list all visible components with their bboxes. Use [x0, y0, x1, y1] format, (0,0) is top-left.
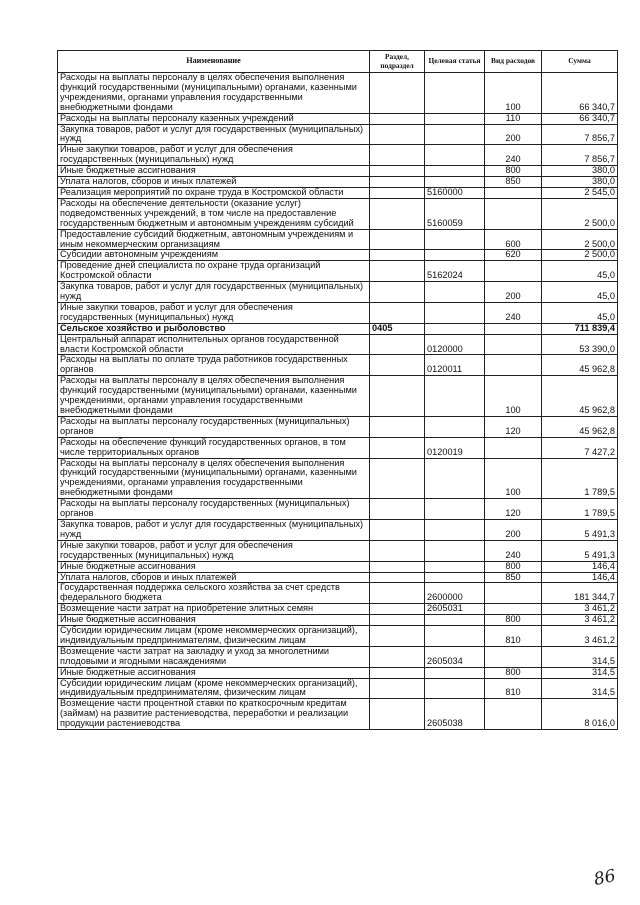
- cell-section: [370, 437, 425, 458]
- cell-target: 2605031: [425, 604, 485, 615]
- cell-section: [370, 583, 425, 604]
- cell-section: [370, 261, 425, 282]
- cell-section: [370, 355, 425, 376]
- cell-type: 850: [485, 572, 542, 583]
- table-row: [58, 540, 618, 561]
- cell-target: [425, 678, 485, 699]
- cell-target: 0120011: [425, 355, 485, 376]
- cell-target: [425, 323, 485, 334]
- cell-sum: 2 500,0: [542, 229, 618, 250]
- table-row: [58, 458, 618, 499]
- cell-name: Субсидии автономным учреждениям: [58, 250, 370, 261]
- cell-target: 5162024: [425, 261, 485, 282]
- cell-name: Иные бюджетные ассигнования: [58, 667, 370, 678]
- cell-sum: 45,0: [542, 282, 618, 303]
- cell-target: [425, 416, 485, 437]
- cell-sum: 146,4: [542, 561, 618, 572]
- table-row: [58, 198, 618, 229]
- cell-section: [370, 615, 425, 626]
- cell-target: 0120019: [425, 437, 485, 458]
- cell-section: [370, 667, 425, 678]
- table-row: [58, 73, 618, 114]
- cell-section: [370, 646, 425, 667]
- cell-section: [370, 166, 425, 177]
- cell-name: Расходы на выплаты по оплате труда работников государственных органов: [58, 355, 370, 376]
- cell-section: 0405: [370, 323, 425, 334]
- cell-name: Возмещение части затрат на закладку и уход за многолетними плодовыми и ягодными насаждениями: [58, 646, 370, 667]
- cell-type: 600: [485, 229, 542, 250]
- cell-sum: 53 390,0: [542, 334, 618, 355]
- cell-target: [425, 540, 485, 561]
- cell-section: [370, 177, 425, 188]
- cell-section: [370, 187, 425, 198]
- cell-type: 200: [485, 519, 542, 540]
- cell-type: 240: [485, 302, 542, 323]
- table-row: [58, 261, 618, 282]
- table-row: [58, 416, 618, 437]
- cell-type: [485, 198, 542, 229]
- cell-target: [425, 561, 485, 572]
- cell-sum: 45,0: [542, 302, 618, 323]
- cell-sum: 66 340,7: [542, 113, 618, 124]
- cell-sum: 1 789,5: [542, 499, 618, 520]
- cell-sum: 45 962,8: [542, 416, 618, 437]
- table-row: [58, 323, 618, 334]
- table-row: [58, 678, 618, 699]
- cell-type: 810: [485, 678, 542, 699]
- cell-type: 100: [485, 376, 542, 417]
- table-row: [58, 177, 618, 188]
- cell-name: Иные бюджетные ассигнования: [58, 615, 370, 626]
- cell-target: [425, 302, 485, 323]
- cell-section: [370, 678, 425, 699]
- cell-target: [425, 177, 485, 188]
- table-row: [58, 583, 618, 604]
- cell-name: Субсидии юридическим лицам (кроме некоммерческих организаций), индивидуальным предпринимателям, физическим лицам: [58, 626, 370, 647]
- table-row: [58, 145, 618, 166]
- cell-sum: 2 500,0: [542, 198, 618, 229]
- cell-sum: 314,5: [542, 678, 618, 699]
- cell-name: Иные закупки товаров, работ и услуг для обеспечения государственных (муниципальных) нужд: [58, 145, 370, 166]
- table-row: [58, 615, 618, 626]
- cell-type: 620: [485, 250, 542, 261]
- cell-section: [370, 499, 425, 520]
- cell-type: 240: [485, 145, 542, 166]
- table-row: [58, 699, 618, 730]
- cell-type: 120: [485, 416, 542, 437]
- header-sum: Сумма: [542, 51, 618, 73]
- cell-sum: 3 461,2: [542, 604, 618, 615]
- cell-sum: 380,0: [542, 177, 618, 188]
- cell-sum: 3 461,2: [542, 615, 618, 626]
- cell-type: 200: [485, 282, 542, 303]
- table-row: [58, 561, 618, 572]
- cell-type: 800: [485, 561, 542, 572]
- cell-sum: 8 016,0: [542, 699, 618, 730]
- cell-name: Расходы на выплаты персоналу в целях обеспечения выполнения функций государственными (муниципальными) органами, казенными учреждениями, органами управления государственными внебюджетными фондами: [58, 376, 370, 417]
- cell-target: [425, 572, 485, 583]
- header-type: Вид расходов: [485, 51, 542, 73]
- cell-sum: 45,0: [542, 261, 618, 282]
- cell-sum: 7 856,7: [542, 124, 618, 145]
- cell-target: [425, 499, 485, 520]
- cell-sum: 45 962,8: [542, 376, 618, 417]
- cell-section: [370, 604, 425, 615]
- cell-section: [370, 376, 425, 417]
- cell-type: [485, 261, 542, 282]
- cell-sum: 2 500,0: [542, 250, 618, 261]
- cell-target: [425, 145, 485, 166]
- cell-sum: 146,4: [542, 572, 618, 583]
- cell-name: Возмещение части процентной ставки по краткосрочным кредитам (займам) на развитие растениеводства, переработки и реализации продукции растениеводства: [58, 699, 370, 730]
- cell-name: Центральный аппарат исполнительных органов государственной власти Костромской области: [58, 334, 370, 355]
- table-row: [58, 437, 618, 458]
- cell-target: [425, 519, 485, 540]
- cell-type: [485, 334, 542, 355]
- header-section: Раздел, подраздел: [370, 51, 425, 73]
- cell-name: Субсидии юридическим лицам (кроме некоммерческих организаций), индивидуальным предпринимателям, физическим лицам: [58, 678, 370, 699]
- table-row: [58, 124, 618, 145]
- cell-sum: 711 839,4: [542, 323, 618, 334]
- table-row: [58, 499, 618, 520]
- cell-sum: 314,5: [542, 646, 618, 667]
- cell-section: [370, 250, 425, 261]
- cell-name: Проведение дней специалиста по охране труда организаций Костромской области: [58, 261, 370, 282]
- cell-section: [370, 699, 425, 730]
- cell-name: Реализация мероприятий по охране труда в Костромской области: [58, 187, 370, 198]
- cell-name: Расходы на выплаты персоналу казенных учреждений: [58, 113, 370, 124]
- table-row: [58, 302, 618, 323]
- cell-type: 240: [485, 540, 542, 561]
- header-target: Целевая статья: [425, 51, 485, 73]
- cell-type: 120: [485, 499, 542, 520]
- cell-type: [485, 699, 542, 730]
- cell-sum: 5 491,3: [542, 540, 618, 561]
- cell-name: Расходы на обеспечение деятельности (оказание услуг) подведомственных учреждений, в том числе на предоставление государственным бюджетным и автономным учреждениям субсидий: [58, 198, 370, 229]
- cell-name: Закупка товаров, работ и услуг для государственных (муниципальных) нужд: [58, 124, 370, 145]
- cell-type: 800: [485, 615, 542, 626]
- table-row: [58, 626, 618, 647]
- table-row: [58, 604, 618, 615]
- cell-target: [425, 166, 485, 177]
- cell-sum: 380,0: [542, 166, 618, 177]
- table-row: [58, 334, 618, 355]
- cell-sum: 7 427,2: [542, 437, 618, 458]
- cell-name: Иные бюджетные ассигнования: [58, 561, 370, 572]
- cell-target: [425, 73, 485, 114]
- cell-name: Расходы на выплаты персоналу в целях обеспечения выполнения функций государственными (муниципальными) органами, казенными учреждениями, органами управления государственными внебюджетными фондами: [58, 458, 370, 499]
- table-row: [58, 355, 618, 376]
- cell-target: 2605034: [425, 646, 485, 667]
- cell-target: 0120000: [425, 334, 485, 355]
- cell-section: [370, 113, 425, 124]
- cell-name: Иные закупки товаров, работ и услуг для обеспечения государственных (муниципальных) нужд: [58, 540, 370, 561]
- cell-section: [370, 198, 425, 229]
- cell-type: [485, 187, 542, 198]
- cell-sum: 181 344,7: [542, 583, 618, 604]
- cell-name: Возмещение части затрат на приобретение элитных семян: [58, 604, 370, 615]
- cell-type: 100: [485, 458, 542, 499]
- cell-type: 800: [485, 667, 542, 678]
- table-row: [58, 166, 618, 177]
- cell-name: Закупка товаров, работ и услуг для государственных (муниципальных) нужд: [58, 282, 370, 303]
- cell-name: Уплата налогов, сборов и иных платежей: [58, 572, 370, 583]
- cell-sum: 5 491,3: [542, 519, 618, 540]
- cell-type: 850: [485, 177, 542, 188]
- cell-name: Расходы на обеспечение функций государственных органов, в том числе территориальных органов: [58, 437, 370, 458]
- header-name: Наименование: [58, 51, 370, 73]
- cell-name: Расходы на выплаты персоналу государственных (муниципальных) органов: [58, 499, 370, 520]
- cell-type: [485, 355, 542, 376]
- table-body: [58, 73, 618, 730]
- cell-type: 810: [485, 626, 542, 647]
- cell-target: 2605038: [425, 699, 485, 730]
- cell-section: [370, 334, 425, 355]
- table-row: [58, 572, 618, 583]
- cell-section: [370, 458, 425, 499]
- cell-section: [370, 572, 425, 583]
- cell-sum: 7 856,7: [542, 145, 618, 166]
- cell-sum: 45 962,8: [542, 355, 618, 376]
- cell-type: [485, 604, 542, 615]
- cell-target: [425, 229, 485, 250]
- cell-name: Сельское хозяйство и рыболовство: [58, 323, 370, 334]
- cell-sum: 3 461,2: [542, 626, 618, 647]
- table-row: [58, 229, 618, 250]
- cell-target: [425, 667, 485, 678]
- cell-section: [370, 145, 425, 166]
- cell-section: [370, 519, 425, 540]
- cell-sum: 1 789,5: [542, 458, 618, 499]
- table-row: [58, 667, 618, 678]
- cell-section: [370, 229, 425, 250]
- cell-name: Закупка товаров, работ и услуг для государственных (муниципальных) нужд: [58, 519, 370, 540]
- cell-target: [425, 250, 485, 261]
- cell-target: [425, 282, 485, 303]
- cell-target: 2600000: [425, 583, 485, 604]
- cell-name: Уплата налогов, сборов и иных платежей: [58, 177, 370, 188]
- cell-sum: 314,5: [542, 667, 618, 678]
- cell-sum: 2 545,0: [542, 187, 618, 198]
- cell-section: [370, 124, 425, 145]
- page-number: 86: [592, 865, 618, 891]
- cell-section: [370, 540, 425, 561]
- cell-target: [425, 376, 485, 417]
- cell-target: [425, 458, 485, 499]
- cell-type: [485, 646, 542, 667]
- table-row: [58, 282, 618, 303]
- cell-section: [370, 626, 425, 647]
- cell-name: Государственная поддержка сельского хозяйства за счет средств федерального бюджета: [58, 583, 370, 604]
- cell-name: Иные бюджетные ассигнования: [58, 166, 370, 177]
- cell-name: Иные закупки товаров, работ и услуг для обеспечения государственных (муниципальных) нужд: [58, 302, 370, 323]
- cell-name: Расходы на выплаты персоналу в целях обеспечения выполнения функций государственными (муниципальными) органами, казенными учреждениями, органами управления государственными внебюджетными фондами: [58, 73, 370, 114]
- cell-target: 5160059: [425, 198, 485, 229]
- table-header-row: [58, 51, 618, 73]
- table-row: [58, 376, 618, 417]
- cell-section: [370, 73, 425, 114]
- cell-section: [370, 561, 425, 572]
- table-row: [58, 519, 618, 540]
- cell-type: 110: [485, 113, 542, 124]
- cell-type: 100: [485, 73, 542, 114]
- table-row: [58, 113, 618, 124]
- cell-type: [485, 323, 542, 334]
- cell-target: [425, 615, 485, 626]
- budget-table: [57, 50, 618, 730]
- cell-section: [370, 302, 425, 323]
- cell-target: [425, 113, 485, 124]
- cell-name: Предоставление субсидий бюджетным, автономным учреждениям и иным некоммерческим организациям: [58, 229, 370, 250]
- cell-type: 200: [485, 124, 542, 145]
- cell-target: [425, 124, 485, 145]
- cell-section: [370, 282, 425, 303]
- cell-target: [425, 626, 485, 647]
- table-row: [58, 646, 618, 667]
- table-row: [58, 250, 618, 261]
- cell-section: [370, 416, 425, 437]
- cell-type: [485, 437, 542, 458]
- cell-type: 800: [485, 166, 542, 177]
- cell-sum: 66 340,7: [542, 73, 618, 114]
- cell-type: [485, 583, 542, 604]
- cell-name: Расходы на выплаты персоналу государственных (муниципальных) органов: [58, 416, 370, 437]
- table-row: [58, 187, 618, 198]
- cell-target: 5160000: [425, 187, 485, 198]
